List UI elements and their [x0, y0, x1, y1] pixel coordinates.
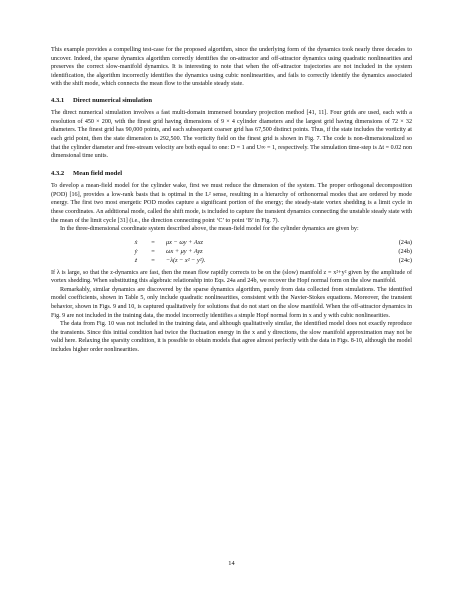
section-number: 4.3.1	[51, 97, 65, 105]
intro-paragraph: This example provides a compelling test-case for the proposed algorithm, since the underlying form of the dynamics took nearly three decades to uncover. Indeed, the sparse dynamics algorithm correctly identifies the on-attractor and off-attractor dynamics using quadratic nonlinearities and preserves the correct slow-manifold dynamics. It is interesting to note that when the off-attractor trajectories are not included in the system identification, the algorithm incorrectly identifies the dynamics using cubic nonlinearities, and fails to correctly identify the dynamics associated with the shift mode, which connects the mean flow to the unstable steady state.	[51, 47, 412, 88]
equation-rhs: −λ(z − x² − y²).	[166, 256, 206, 264]
mean-field-paragraph-5: The data from Fig. 10 was not included in the training data, and although qualitatively similar, the identified model does not exactly reproduce the transients. Since this initial condition had twice the fluctuation energy in the x and y directions, the slow manifold approximation may not be valid here. Relaxing the sparsity condition, it is possible to obtain models that agree almost perfectly with the data in Figs. 8-10, although the model includes higher order nonlinearities.	[51, 321, 412, 354]
section-title: Mean field model	[73, 170, 123, 178]
page-number: 14	[228, 560, 235, 567]
mean-field-paragraph-1: To develop a mean-field model for the cylinder wake, first we must reduce the dimension of the system. The proper orthogonal decomposition (POD) [16], provides a low-rank basis that is optimal in the L² sense, resulting in a hierarchy of orthonormal modes that are ordered by mode energy. The first two most energetic POD modes capture a significant portion of the energy; the steady-state vortex shedding is a limit cycle in these coordinates. An additional mode, called the shift mode, is included to capture the transient dynamics connecting the unstable steady state with the mean of the limit cycle [31] (i.e., the direction connecting point ‘C’ to point ‘B’ in Fig. 7).	[51, 183, 412, 224]
equation-equals: =	[151, 238, 155, 246]
equation-tag: (24c)	[398, 256, 412, 264]
page-body	[51, 46, 412, 355]
equation-lhs: ẏ	[134, 247, 138, 255]
equation-24c	[51, 256, 412, 265]
equation-equals: =	[151, 247, 155, 255]
equation-rhs: μx − ωy + Axz	[166, 238, 203, 246]
equation-lhs: ẋ	[134, 238, 138, 246]
section-heading-4-3-1	[51, 97, 412, 106]
section-title: Direct numerical simulation	[73, 97, 152, 105]
dns-paragraph: The direct numerical simulation involves a fast multi-domain immersed boundary projection method [41, 11]. Four grids are used, each with a resolution of 450 × 200, with the finest grid having dimensions of 9 × 4 cylinder diameters and the largest grid having dimensions of 72 × 32 diameters. The finest grid has 90,000 points, and each subsequent coarser grid has 67,500 distinct points. Thus, if the state includes the vorticity at each grid point, then the state dimension is 292,500. The vorticity field on the finest grid is shown in Fig. 7. The code is non-dimensionalized so that the cylinder diameter and free-stream velocity are both equal to one: D = 1 and U∞ = 1, respectively. The simulation time-step is Δt = 0.02 non dimensional time units.	[51, 110, 412, 160]
equation-block	[51, 238, 412, 265]
equation-lhs: ż	[134, 256, 138, 264]
equation-rhs: ωx + μy + Ayz	[166, 247, 203, 255]
section-heading-4-3-2	[51, 170, 412, 179]
mean-field-paragraph-4: Remarkably, similar dynamics are discovered by the sparse dynamics algorithm, purely from data collected from simulations. The identified model coefficients, shown in Table 5, only include quadratic nonlinearities, consistent with the Navier-Stokes equations. Moreover, the transient behavior, shown in Figs. 9 and 10, is captured qualitatively for solutions that do not start on the slow manifold. When the off-attractor dynamics in Fig. 9 are not included in the training data, the model incorrectly identifies a simple Hopf normal form in x and y with cubic nonlinearities.	[51, 286, 412, 319]
equation-24a	[51, 238, 412, 247]
equation-tag: (24b)	[398, 247, 412, 255]
mean-field-paragraph-3: If λ is large, so that the z-dynamics are fast, then the mean flow rapidly corrects to be on the (slow) manifold z = x²+y² given by the amplitude of vortex shedding. When substituting this algebraic relationship into Eqs. 24a and 24b, we recover the Hopf normal form on the slow manifold.	[51, 269, 412, 285]
equation-24b	[51, 247, 412, 256]
mean-field-paragraph-2: In the three-dimensional coordinate system described above, the mean-field model for the cylinder dynamics are given by:	[60, 226, 359, 233]
section-number: 4.3.2	[51, 170, 65, 178]
equation-equals: =	[151, 256, 155, 264]
equation-tag: (24a)	[398, 238, 412, 246]
